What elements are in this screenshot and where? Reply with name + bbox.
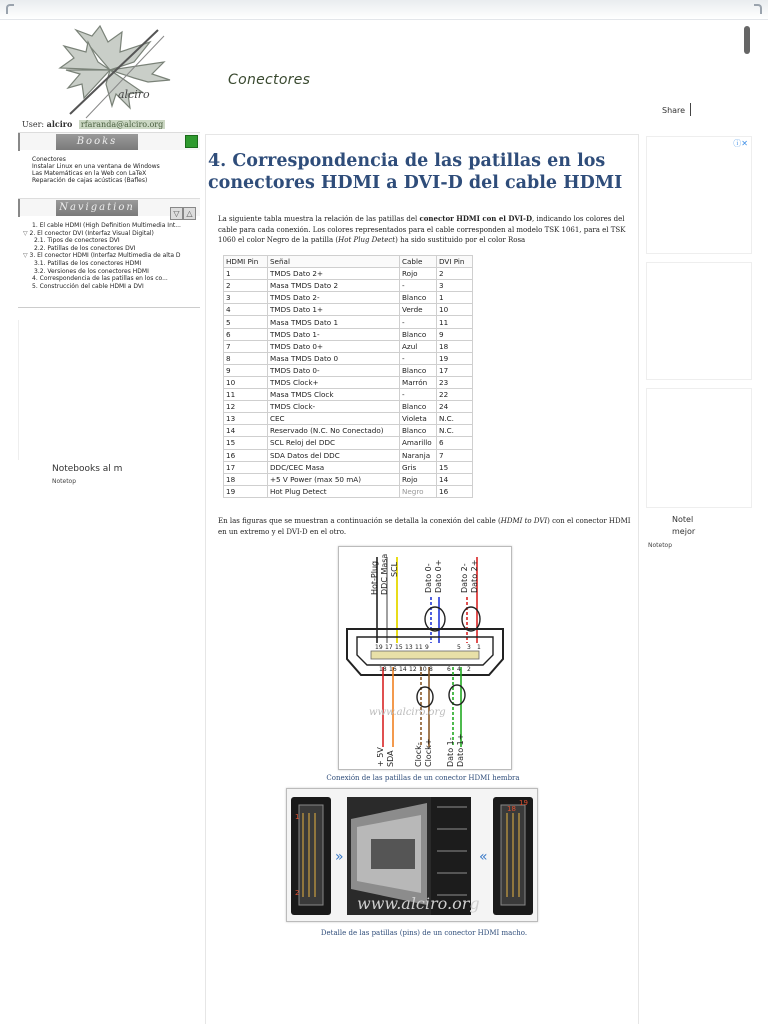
wire-label: Dato 2- xyxy=(460,563,469,593)
content-border-left xyxy=(205,134,206,1024)
left-ad-title[interactable]: Notebooks al m xyxy=(52,464,123,474)
intro-italic: Hot Plug Detect xyxy=(338,236,396,244)
table-cell: +5 V Power (max 50 mA) xyxy=(268,473,400,485)
user-label: User: xyxy=(22,120,45,129)
table-cell: Rojo xyxy=(400,268,437,280)
table-cell: 10 xyxy=(224,376,268,388)
table-cell: Masa TMDS Dato 2 xyxy=(268,280,400,292)
intro-text: ) ha sido sustituido por el color Rosa xyxy=(395,236,526,244)
figures-paragraph xyxy=(218,516,634,537)
nav-item-label[interactable]: 2. El conector DVI (Interfaz Visual Digital) xyxy=(29,229,154,237)
figures-text: En las figuras que se muestran a continuación se detalla la conexión del cable ( xyxy=(218,517,501,525)
book-link[interactable]: Conectores xyxy=(32,156,66,163)
user-name[interactable]: alciro xyxy=(46,119,73,129)
table-row xyxy=(224,328,473,340)
sidebar xyxy=(18,132,200,462)
column-header: DVI Pin xyxy=(437,256,473,268)
table-cell: TMDS Dato 0+ xyxy=(268,340,400,352)
table-cell: 14 xyxy=(437,473,473,485)
figure-hdmi-male[interactable] xyxy=(286,788,538,922)
table-cell: 19 xyxy=(224,485,268,497)
wire-label: Dato 1- xyxy=(446,737,455,767)
pin-label: 19 xyxy=(519,799,528,807)
table-cell: Blanco xyxy=(400,364,437,376)
table-cell: - xyxy=(400,389,437,401)
figure1-caption: Conexión de las patillas de un conector HDMI hembra xyxy=(326,774,520,782)
table-cell: 9 xyxy=(437,328,473,340)
book-link[interactable]: Reparación de cajas acústicas (Bafles) xyxy=(32,177,148,184)
table-cell: SCL Reloj del DDC xyxy=(268,437,400,449)
table-cell: Naranja xyxy=(400,449,437,461)
right-ad-frame[interactable] xyxy=(646,136,752,254)
table-row xyxy=(224,352,473,364)
navigation-arrows xyxy=(170,201,198,218)
table-row xyxy=(224,280,473,292)
pin-number: 3 xyxy=(467,644,471,651)
table-cell: Blanco xyxy=(400,401,437,413)
table-cell: 9 xyxy=(224,364,268,376)
pin-number: 16 xyxy=(389,666,397,673)
table-cell: 15 xyxy=(437,461,473,473)
table-row xyxy=(224,340,473,352)
hdmi-male-photo xyxy=(287,789,537,921)
table-cell: N.C. xyxy=(437,425,473,437)
table-cell: Rojo xyxy=(400,473,437,485)
left-ad-source[interactable]: Notetop xyxy=(52,478,77,485)
table-cell: - xyxy=(400,316,437,328)
nav-item[interactable] xyxy=(18,230,200,238)
nav-item[interactable]: 1. El cable HDMI (High Definition Multimedia Int... xyxy=(32,222,181,229)
table-header-row xyxy=(224,256,473,268)
nav-subitem[interactable]: 3.2. Versiones de los conectores HDMI xyxy=(34,267,149,275)
panel-corner xyxy=(18,133,20,151)
table-cell: 18 xyxy=(437,340,473,352)
table-cell: 19 xyxy=(437,352,473,364)
table-cell: Negro xyxy=(400,485,437,497)
table-cell: TMDS Dato 1- xyxy=(268,328,400,340)
table-cell: 17 xyxy=(224,461,268,473)
table-cell: TMDS Dato 0- xyxy=(268,364,400,376)
pin-number: 18 xyxy=(379,666,387,673)
pin-number: 1 xyxy=(477,644,481,651)
pin-number: 5 xyxy=(457,644,461,651)
collapse-down-icon[interactable]: ▽ xyxy=(170,207,183,220)
sidebar-ad-frame[interactable] xyxy=(18,320,200,460)
figures-italic: HDMI to DVI xyxy=(500,517,548,525)
table-cell: 3 xyxy=(437,280,473,292)
column-header: HDMI Pin xyxy=(224,256,268,268)
table-row xyxy=(224,364,473,376)
wire-label: + 5V xyxy=(376,747,385,767)
figure2-caption: Detalle de las patillas (pins) de un conector HDMI macho. xyxy=(320,929,528,937)
table-cell: Reservado (N.C. No Conectado) xyxy=(268,425,400,437)
pin-table-body xyxy=(224,268,473,498)
table-cell: 13 xyxy=(224,413,268,425)
table-cell: 11 xyxy=(437,316,473,328)
table-cell: Blanco xyxy=(400,328,437,340)
table-cell: SDA Datos del DDC xyxy=(268,449,400,461)
nav-item-label[interactable]: 3. El conector HDMI (Interfaz Multimedia de alta D xyxy=(29,252,181,260)
table-cell: Amarillo xyxy=(400,437,437,449)
site-logo[interactable] xyxy=(30,22,192,122)
pin-label: 1 xyxy=(295,813,300,821)
table-cell: 16 xyxy=(224,449,268,461)
wire-label: Hot-Plug xyxy=(370,560,379,595)
table-cell: 15 xyxy=(224,437,268,449)
pin-number: 11 xyxy=(415,644,423,651)
watermark: www.alciro.org xyxy=(357,894,480,913)
table-cell: 14 xyxy=(224,425,268,437)
pin-number: 9 xyxy=(425,644,429,651)
table-cell: Hot Plug Detect xyxy=(268,485,400,497)
share-button[interactable]: Share xyxy=(662,106,686,115)
hdmi-female-diagram xyxy=(339,547,511,769)
share-divider xyxy=(690,103,691,116)
pin-number: 17 xyxy=(385,644,393,651)
table-cell: 12 xyxy=(224,401,268,413)
column-header: Cable xyxy=(400,256,437,268)
nav-item[interactable]: 5. Construcción del cable HDMI a DVI xyxy=(32,282,144,290)
table-cell: 10 xyxy=(437,304,473,316)
table-cell: 11 xyxy=(224,389,268,401)
table-cell: 2 xyxy=(437,268,473,280)
ad-choices-icon[interactable]: ⓘ✕ xyxy=(733,139,748,148)
intro-text: La siguiente tabla muestra la relación de las patillas del xyxy=(218,215,420,223)
wire-label: DDC Masa xyxy=(380,553,389,595)
table-cell: 6 xyxy=(437,437,473,449)
table-row xyxy=(224,485,473,497)
book-link[interactable]: Las Matemáticas en la Web con LaTeX xyxy=(32,170,147,177)
right-ad-title-line[interactable]: Notel xyxy=(672,515,694,524)
table-row xyxy=(224,268,473,280)
table-cell: Violeta xyxy=(400,413,437,425)
arrow-left-icon: » xyxy=(335,849,344,865)
table-cell: 7 xyxy=(224,340,268,352)
content-border-top xyxy=(205,134,639,135)
table-row xyxy=(224,304,473,316)
wire-label: Dato 0+ xyxy=(434,559,443,593)
pin-numbers-top xyxy=(375,644,481,651)
navigation-list xyxy=(18,222,200,290)
table-cell: 3 xyxy=(224,292,268,304)
pin-numbers-bottom xyxy=(379,666,471,673)
user-line xyxy=(22,119,165,129)
table-cell: Blanco xyxy=(400,425,437,437)
table-cell: 6 xyxy=(224,328,268,340)
panel-corner xyxy=(18,199,20,217)
table-cell: Blanco xyxy=(400,292,437,304)
expand-triangle-icon[interactable]: ▽ xyxy=(23,229,28,237)
table-cell: 2 xyxy=(224,280,268,292)
table-cell: TMDS Dato 1+ xyxy=(268,304,400,316)
pin-table xyxy=(223,255,473,498)
table-row xyxy=(224,401,473,413)
section-title[interactable]: Conectores xyxy=(228,72,311,88)
table-cell: 1 xyxy=(224,268,268,280)
pin-number: 12 xyxy=(409,666,417,673)
arrow-right-icon: « xyxy=(479,849,488,865)
table-cell: 7 xyxy=(437,449,473,461)
table-row xyxy=(224,316,473,328)
table-cell: Masa TMDS Dato 1 xyxy=(268,316,400,328)
scroll-handle[interactable] xyxy=(744,26,750,54)
right-ad-source[interactable]: Notetop xyxy=(648,542,673,549)
table-cell: 1 xyxy=(437,292,473,304)
books-list xyxy=(32,156,160,184)
navigation-panel-header xyxy=(18,198,200,216)
table-cell: 5 xyxy=(224,316,268,328)
table-cell: - xyxy=(400,280,437,292)
table-cell: 8 xyxy=(224,352,268,364)
table-cell: Verde xyxy=(400,304,437,316)
table-row xyxy=(224,413,473,425)
table-cell: Masa TMDS Dato 0 xyxy=(268,352,400,364)
nav-subitem[interactable]: 3.1. Patillas de los conectores HDMI xyxy=(34,259,142,267)
books-panel-header xyxy=(18,132,200,150)
pin-number: 8 xyxy=(429,666,433,673)
table-cell: TMDS Clock- xyxy=(268,401,400,413)
table-cell: TMDS Clock+ xyxy=(268,376,400,388)
books-badge: Books xyxy=(56,134,138,150)
nav-item-current[interactable]: 4. Correspondencia de las patillas en los co... xyxy=(32,275,168,283)
wire-label: Clock+ xyxy=(424,738,433,767)
browser-top-strip xyxy=(0,0,768,20)
intro-bold: conector HDMI con el DVI-D xyxy=(419,214,533,223)
pin-number: 15 xyxy=(395,644,403,651)
table-cell: 24 xyxy=(437,401,473,413)
column-header: Señal xyxy=(268,256,400,268)
table-cell: Marrón xyxy=(400,376,437,388)
watermark: www.alciro.org xyxy=(369,707,446,718)
nav-subitem[interactable]: 2.1. Tipos de conectores DVI xyxy=(34,237,120,245)
pin-number: 19 xyxy=(375,644,383,651)
book-link[interactable]: Instalar Linux en una ventana de Windows xyxy=(32,163,160,170)
table-cell: N.C. xyxy=(437,413,473,425)
right-ad-title-line[interactable]: mejor xyxy=(672,527,696,536)
pin-number: 13 xyxy=(405,644,413,651)
chapter-title: 4. Correspondencia de las patillas en los conectores HDMI a DVI-D del cable HDMI xyxy=(208,151,623,193)
table-row xyxy=(224,425,473,437)
right-ad-title[interactable] xyxy=(672,514,695,538)
pin-number: 10 xyxy=(419,666,427,673)
wire-label: SCL xyxy=(390,561,399,577)
intro-paragraph xyxy=(218,214,634,246)
table-row xyxy=(224,389,473,401)
table-cell: 23 xyxy=(437,376,473,388)
pin-label: 2 xyxy=(295,889,300,897)
figure-hdmi-female[interactable] xyxy=(338,546,512,770)
window-corner-left xyxy=(6,4,14,14)
wire-label: Dato 1+ xyxy=(456,733,465,767)
pin-label: 18 xyxy=(507,805,516,813)
table-cell: 16 xyxy=(437,485,473,497)
sidebar-divider xyxy=(18,307,200,308)
pin-number: 4 xyxy=(457,666,461,673)
pin-number: 2 xyxy=(467,666,471,673)
table-cell: 22 xyxy=(437,389,473,401)
wire-label: SDA xyxy=(386,750,395,767)
content-border-right xyxy=(638,134,639,1024)
nav-subitem[interactable]: 2.2. Patillas de los conectores DVI xyxy=(34,244,136,252)
figures-text: ) con el conector HDMI en un extremo y el DVI-D en el otro. xyxy=(218,517,631,536)
table-cell: CEC xyxy=(268,413,400,425)
table-row xyxy=(224,449,473,461)
expand-triangle-icon[interactable]: ▽ xyxy=(23,252,28,260)
right-ad-frame[interactable] xyxy=(646,262,752,380)
table-cell: DDC/CEC Masa xyxy=(268,461,400,473)
table-cell: - xyxy=(400,352,437,364)
table-cell: 17 xyxy=(437,364,473,376)
table-cell: 18 xyxy=(224,473,268,485)
navigation-badge: Navigation xyxy=(56,200,138,216)
svg-text:alciro: alciro xyxy=(118,88,150,101)
wire-label: Clock- xyxy=(414,742,423,767)
user-email[interactable]: rfaranda@alciro.org xyxy=(80,120,164,129)
intro-text: , indicando los colores del cable para cada conexión. Los colores representados para el cable corresponden al modelo TSK 1061, para el TSK 1060 el color Negro de la patilla ( xyxy=(218,215,626,244)
wire-label: Dato 2+ xyxy=(470,559,479,593)
table-row xyxy=(224,461,473,473)
table-row xyxy=(224,473,473,485)
table-cell: Masa TMDS Clock xyxy=(268,389,400,401)
table-cell: Gris xyxy=(400,461,437,473)
nav-item[interactable] xyxy=(18,252,200,260)
table-row xyxy=(224,292,473,304)
table-cell: TMDS Dato 2- xyxy=(268,292,400,304)
right-ad-frame[interactable] xyxy=(646,388,752,508)
table-cell: Azul xyxy=(400,340,437,352)
table-cell: TMDS Dato 2+ xyxy=(268,268,400,280)
table-row xyxy=(224,376,473,388)
window-corner-right xyxy=(754,4,762,14)
books-toggle-icon[interactable] xyxy=(185,135,198,148)
table-row xyxy=(224,437,473,449)
pin-number: 6 xyxy=(447,666,451,673)
collapse-up-icon[interactable]: △ xyxy=(183,207,196,220)
table-cell: 4 xyxy=(224,304,268,316)
pin-number: 14 xyxy=(399,666,407,673)
wire-label: Dato 0- xyxy=(424,563,433,593)
